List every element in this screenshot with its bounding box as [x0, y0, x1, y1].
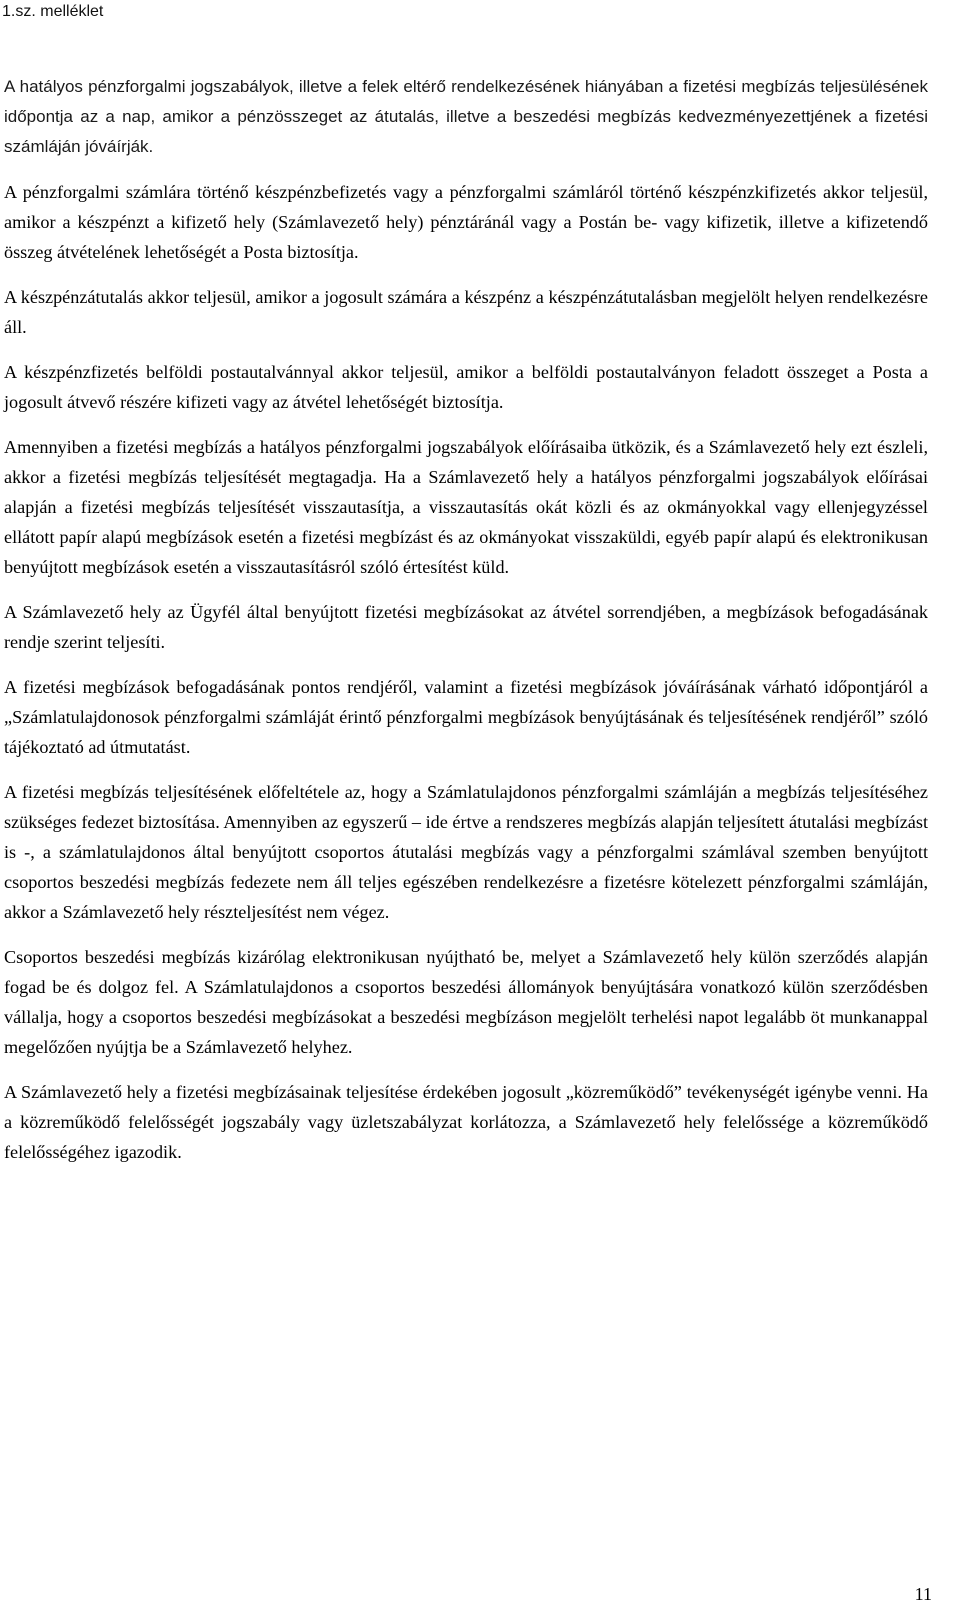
annex-label: 1.sz. melléklet	[2, 3, 104, 20]
page-number: 11	[914, 1584, 932, 1604]
paragraph-6: A Számlavezető hely az Ügyfél által benyújtott fizetési megbízásokat az átvétel sorrendjében, a megbízások befogadásának rendje szerint teljesíti.	[4, 602, 928, 652]
paragraph-3: A készpénzátutalás akkor teljesül, amikor a jogosult számára a készpénz a készpénzátutalásban megjelölt helyen rendelkezésre áll.	[4, 287, 928, 337]
paragraph-2: A pénzforgalmi számlára történő készpénzbefizetés vagy a pénzforgalmi számláról történő készpénzkifizetés akkor teljesül, amikor a készpénzt a kifizető hely (Számlavezető hely) pénztáránál vagy a Postán be- vagy kifizetik, illetve a kifizetendő összeg átvételének lehetőségét a Posta biztosítja.	[4, 182, 928, 262]
paragraph-4: A készpénzfizetés belföldi postautalvánnyal akkor teljesül, amikor a belföldi postautalványon feladott összeget a Posta a jogosult átvevő részére kifizeti vagy az átvétel lehetőségét biztosítja.	[4, 362, 928, 412]
document-body	[4, 72, 928, 1182]
paragraph-5: Amennyiben a fizetési megbízás a hatályos pénzforgalmi jogszabályok előírásaiba ütközik, és a Számlavezető hely ezt észleli, akkor a fizetési megbízás teljesítését megtagadja. Ha a Számlavezető hely a hatályos pénzforgalmi jogszabályok előírásai alapján a fizetési megbízás teljesítését visszautasítja, a visszautasítás okát közli és az okmányokkal vagy ellenjegyzéssel ellátott papír alapú megbízások esetén a fizetési megbízást és az okmányokat visszaküldi, egyéb papír alapú és elektronikusan benyújtott megbízások esetén a visszautasításról szóló értesítést küld.	[4, 437, 928, 577]
paragraph-9: Csoportos beszedési megbízás kizárólag elektronikusan nyújtható be, melyet a Számlavezető hely külön szerződés alapján fogad be és dolgoz fel. A Számlatulajdonos a csoportos beszedési állományok benyújtására vonatkozó külön szerződésben vállalja, hogy a csoportos beszedési megbízásokat a beszedési megbízáson megjelölt terhelési napot legalább öt munkanappal megelőzően nyújtja be a Számlavezető helyhez.	[4, 947, 928, 1057]
paragraph-10: A Számlavezető hely a fizetési megbízásainak teljesítése érdekében jogosult „közreműködő” tevékenységét igénybe venni. Ha a közreműködő felelősségét jogszabály vagy üzletszabályzat korlátozza, a Számlavezető hely felelőssége a közreműködő felelősségéhez igazodik.	[4, 1082, 928, 1162]
paragraph-8: A fizetési megbízás teljesítésének előfeltétele az, hogy a Számlatulajdonos pénzforgalmi számláján a megbízás teljesítéséhez szükséges fedezet biztosítása. Amennyiben az egyszerű – ide értve a rendszeres megbízás alapján teljesített átutalási megbízást is -, a számlatulajdonos által benyújtott csoportos átutalási megbízás vagy a pénzforgalmi számlával szemben benyújtott csoportos beszedési megbízás fedezete nem áll teljes egészében rendelkezésre a fizetésre kötelezett pénzforgalmi számláján, akkor a Számlavezető hely részteljesítést nem végez.	[4, 782, 928, 922]
paragraph-7: A fizetési megbízások befogadásának pontos rendjéről, valamint a fizetési megbízások jóváírásának várható időpontjáról a „Számlatulajdonosok pénzforgalmi számláját érintő pénzforgalmi megbízások benyújtásának és teljesítésének rendjéről” szóló tájékoztató ad útmutatást.	[4, 677, 928, 757]
paragraph-1: A hatályos pénzforgalmi jogszabályok, illetve a felek eltérő rendelkezésének hiányában a fizetési megbízás teljesülésének időpontja az a nap, amikor a pénzösszeget az átutalás, illetve a beszedési megbízás kedvezményezettjének a fizetési számláján jóváírják.	[4, 77, 928, 156]
